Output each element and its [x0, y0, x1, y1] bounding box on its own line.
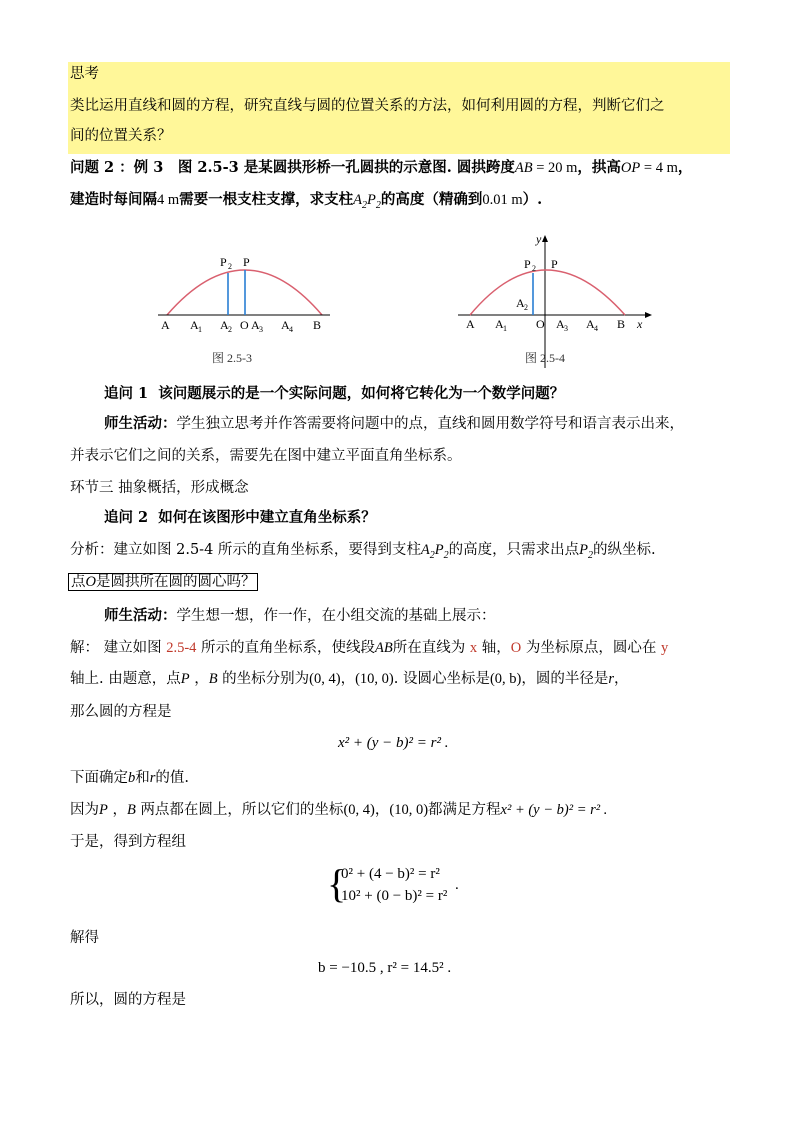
activity-1-line-1: 师生活动：学生独立思考并作答需要将问题中的点，直线和圆用数学符号和语言表示出来， [104, 415, 684, 432]
label-P: P [243, 255, 250, 269]
think-title: 思考 [70, 66, 99, 82]
svg-text:2: 2 [228, 325, 232, 334]
svg-text:3: 3 [564, 324, 568, 333]
activity-1-line-2: 并表示它们之间的关系，需要先在图中建立平面直角坐标系。 [70, 448, 462, 464]
label-P: P [551, 257, 558, 271]
label-A: A [466, 317, 475, 331]
label-P2: P [524, 257, 531, 271]
x-axis-arrow [645, 312, 652, 318]
analysis-line: 分析：建立如图 2.5-4 所示的直角坐标系，要得到支柱$A_2P_2$的高度，只需求出点$P_2$的纵坐标. [70, 542, 656, 561]
activity-2: 师生活动：学生想一想，作一作，在小组交流的基础上展示： [104, 607, 496, 624]
svg-text:4: 4 [289, 325, 293, 334]
label-O: O [536, 317, 545, 331]
system-period: . [455, 877, 459, 893]
svg-text:2: 2 [532, 264, 536, 273]
figure-2-5-4 [455, 228, 655, 375]
section-3-heading: 环节三 抽象概括，形成概念 [70, 480, 249, 496]
solution-line-2: 轴上. 由题意，点P ，B 的坐标分别为(0, 4)，(10, 0). 设圆心坐标是(0, b)，圆的半径是r， [70, 671, 629, 687]
svg-text:2: 2 [228, 262, 232, 271]
arch-arc [470, 270, 625, 315]
label-x: x [637, 317, 643, 331]
svg-text:3: 3 [259, 325, 263, 334]
svg-text:2: 2 [524, 303, 528, 312]
solution-line-6: 于是，得到方程组 [70, 834, 186, 850]
svg-text:4: 4 [594, 324, 598, 333]
problem-line-1: 问题 2 ：例 3 图 2.5-3 是某圆拱形桥一孔圆拱的示意图. 圆拱跨度AB = 20 m，拱高OP = 4 m， [70, 159, 693, 176]
system-equation-1: 0² + (4 − b)² = r² [341, 866, 440, 882]
solution-line-4: 下面确定b和r的值. [70, 770, 190, 786]
result-equation: b = −10.5 , r² = 14.5² . [318, 960, 452, 976]
system-equation-2: 10² + (0 − b)² = r² [341, 888, 448, 904]
solution-line-7: 解得 [70, 930, 99, 946]
label-A1: A [190, 318, 199, 332]
label-B: B [313, 318, 322, 332]
label-A2: A [220, 318, 229, 332]
boxed-question: 点O是圆拱所在圆的圆心吗？ [68, 572, 258, 592]
solution-line-5: 因为P ，B 两点都在圆上，所以它们的坐标(0, 4)，(10, 0)都满足方程x² + (y − b)² = r² . [70, 802, 608, 818]
label-A4: A [281, 318, 290, 332]
label-A4: A [586, 317, 595, 331]
label-y: y [536, 232, 542, 246]
problem-line-2: 建造时每间隔4 m需要一根支柱支撑，求支柱$A_2P_2$的高度（精确到0.01 m）. [70, 191, 543, 211]
label-P2: P [220, 255, 227, 269]
followup-1: 追问 1 该问题展示的是一个实际问题，如何将它转化为一个数学问题？ [104, 385, 565, 402]
system-brace: { [327, 861, 347, 906]
label-A3: A [556, 317, 565, 331]
solution-line-1: 解： 建立如图 2.5-4 所示的直角坐标系，使线段AB所在直线为 x 轴，O 为坐标原点，圆心在 y [70, 640, 669, 656]
think-line-2: 间的位置关系？ [70, 128, 172, 144]
label-A: A [161, 318, 170, 332]
svg-text:1: 1 [198, 325, 202, 334]
label-A3: A [251, 318, 260, 332]
figure-caption-2: 图 2.5-4 [525, 351, 565, 365]
figure-2-5-3 [150, 245, 340, 375]
think-line-1: 类比运用直线和圆的方程，研究直线与圆的位置关系的方法，如何利用圆的方程，判断它们之 [70, 98, 665, 114]
svg-text:1: 1 [503, 324, 507, 333]
solution-line-8: 所以，圆的方程是 [70, 992, 186, 1008]
label-A2-upper: A [516, 296, 525, 310]
circle-equation: x² + (y − b)² = r² . [338, 735, 449, 751]
label-B: B [617, 317, 626, 331]
followup-2: 追问 2 如何在该图形中建立直角坐标系？ [104, 509, 376, 526]
solution-line-3: 那么圆的方程是 [70, 704, 172, 720]
figure-caption-1: 图 2.5-3 [212, 351, 252, 365]
label-O: O [240, 318, 249, 332]
y-axis-arrow [542, 235, 548, 242]
label-A1: A [495, 317, 504, 331]
